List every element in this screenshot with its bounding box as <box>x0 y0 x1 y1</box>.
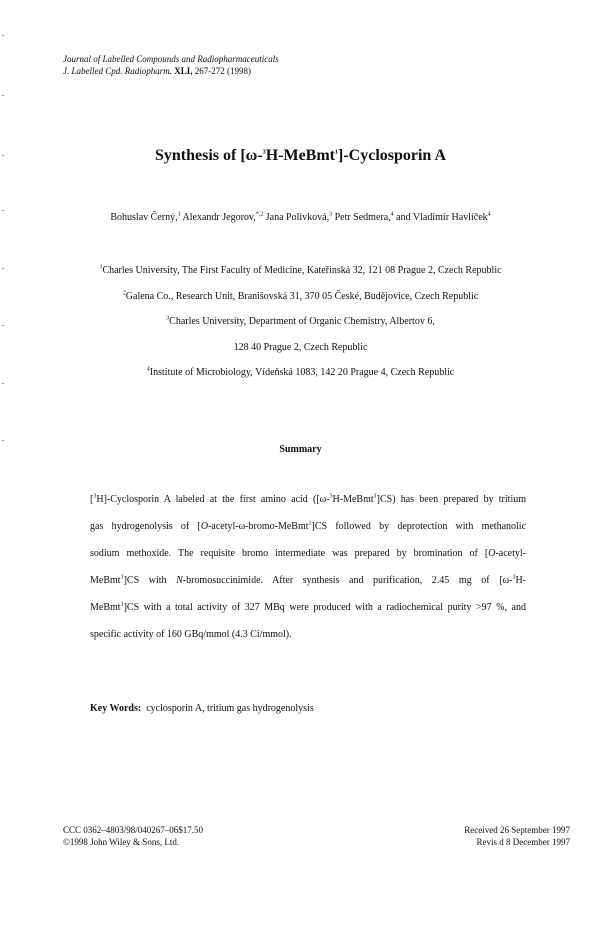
author: Bohuslav Černý,$^1$ <box>110 211 181 223</box>
keywords-label: Key Words: <box>90 703 142 714</box>
summary-line: MeBmt$^1$]CS with a total activity of 327 MBq were produced with a radiochemical purity >97 %, and <box>90 601 526 613</box>
affiliation: 128 40 Prague 2, Czech Republic <box>233 342 368 353</box>
ccc-code: CCC 0362–4803/98/040267–06$17.50 <box>63 825 204 835</box>
scan-mark <box>2 210 4 211</box>
journal-citation: J. Labelled Cpd. Radiopharm. XLI, 267-272 (1998) <box>63 66 252 76</box>
copyright: ©1998 John Wiley & Sons, Ltd. <box>63 837 180 847</box>
summary-line: gas hydrogenolysis of [O-acetyl-ω-bromo-MeBmt$^1$]CS followed by deprotection with methanolic <box>90 520 527 532</box>
author: Petr Sedmera,$^4$ <box>334 211 394 223</box>
summary-line: specific activity of 160 GBq/mmol (4.3 Ci/mmol). <box>90 629 292 640</box>
footer-left <box>63 824 203 848</box>
summary-line: [$^3$H]-Cyclosporin A labeled at the first amino acid ([ω-$^3$H-MeBmt$^1$]CS) has been prepared by tritium <box>90 493 526 505</box>
author: and Vladimír Havlíček$^4$ <box>396 211 491 223</box>
journal-volume: XLI, <box>174 66 193 76</box>
scan-mark <box>2 440 4 441</box>
summary-heading: Summary <box>279 444 322 455</box>
affiliation: $^2$Galena Co., Research Unit, Branišovská 31, 370 05 České, Budějovice, Czech Republic <box>122 290 479 302</box>
revised-date: Revis d 8 December 1997 <box>476 837 570 847</box>
keywords <box>90 703 314 714</box>
footer-right <box>400 824 570 848</box>
paper-title: Synthesis of [ω-$^3$H-MeBmt$^1$]-Cyclosporin A <box>154 147 446 164</box>
received-date: Received 26 September 1997 <box>464 825 570 835</box>
summary-line: sodium methoxide. The requisite bromo intermediate was prepared by bromination of [O-acetyl- <box>90 548 526 559</box>
author-list <box>0 212 601 223</box>
affiliation: $^3$Charles University, Department of Organic Chemistry, Albertov 6, <box>166 315 435 327</box>
journal-name: Journal of Labelled Compounds and Radiopharmaceuticals <box>63 54 279 64</box>
affiliation: $^4$Institute of Microbiology, Vídeňská 1083, 142 20 Prague 4, Czech Republic <box>146 366 455 378</box>
affiliation: $^1$Charles University, The First Faculty of Medicine, Kateřinská 32, 121 08 Prague 2, Czech Republic <box>99 264 502 276</box>
journal-header <box>63 53 279 77</box>
journal-pages-year: 267-272 (1998) <box>194 66 252 76</box>
scan-mark <box>2 383 4 384</box>
keywords-text: cyclosporin A, tritium gas hydrogenolysis <box>146 703 314 714</box>
scan-mark <box>2 35 4 36</box>
summary-line: MeBmt$^1$]CS with N-bromosuccinimide. After synthesis and purification, 2.45 mg of [ω-$^3$H- <box>90 574 526 586</box>
author: Alexandr Jegorov,$^{*,2}$ <box>182 211 264 223</box>
summary-body <box>90 486 526 648</box>
scan-mark <box>2 95 4 96</box>
author: Jana Polívková,$^3$ <box>265 211 333 223</box>
